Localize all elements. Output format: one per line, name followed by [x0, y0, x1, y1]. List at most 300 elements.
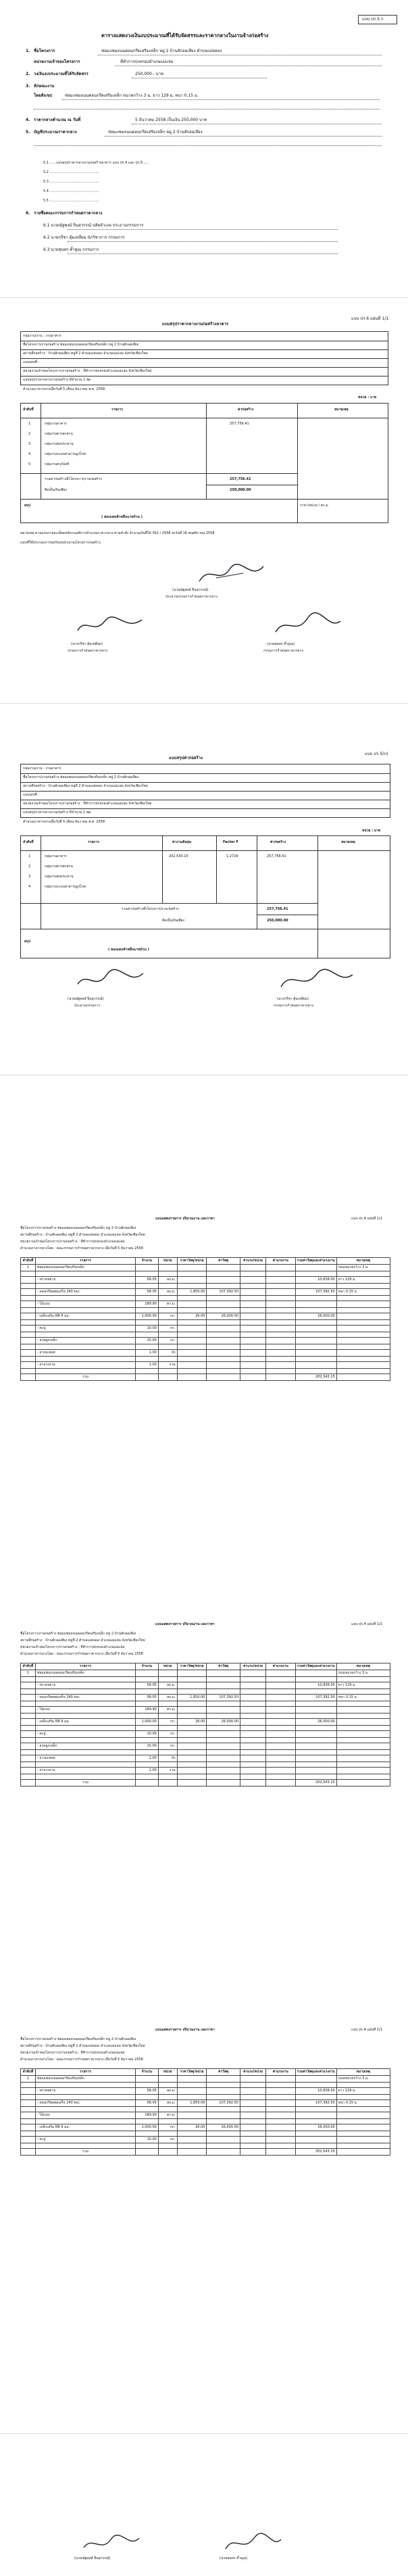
table-cell	[295, 1301, 336, 1308]
table-cell: หนา 0.15 ม.	[336, 1289, 390, 1296]
boq-table	[20, 1257, 390, 1381]
table-cell: - เหล็กเสริม RB 9 มม.	[35, 1313, 135, 1320]
table-cell: 58.05	[136, 1277, 159, 1284]
table-cell: 1,000.00	[136, 2124, 159, 2131]
column-header: ค่าแรง/หน่วย	[240, 1258, 266, 1265]
form-code: แบบ ปร.4 แผ่นที่ 1/1	[351, 2028, 382, 2032]
table-row	[21, 1731, 390, 1738]
table-row	[21, 1695, 390, 1701]
table-cell	[265, 2137, 295, 2143]
table-cell	[295, 2112, 336, 2119]
table-cell	[207, 1265, 240, 1271]
table-cell	[240, 1707, 266, 1714]
table-cell: - คอนกรีตผสมเสร็จ 240 ksc.	[35, 1289, 135, 1296]
table-row	[21, 1301, 390, 1308]
table-cell	[21, 1731, 36, 1738]
summary-table	[20, 403, 388, 523]
table-cell	[336, 1731, 390, 1738]
table-cell	[21, 1277, 36, 1284]
header-field: หน่วยงานเจ้าของโครงการ/งานก่อสร้าง : ที่ทำการปกครองอำเภอแม่แจ่ม	[20, 1645, 125, 1649]
table-cell: 10.00	[136, 2137, 159, 2143]
sub-line: 5.2 ..............................................	[43, 170, 99, 174]
page-title: แบบแสดงรายการ ปริมาณงาน และราคา	[155, 2028, 215, 2032]
table-cell: - ไม้แบบ	[35, 1301, 135, 1308]
table-cell: 26.00	[177, 1313, 207, 1320]
table-cell	[207, 2137, 240, 2143]
table-cell: ลบ.ม.	[158, 1682, 177, 1689]
table-cell: 189.90	[136, 1707, 159, 1714]
table-cell	[240, 2088, 266, 2095]
signature-right	[277, 967, 358, 994]
table-cell	[240, 1289, 266, 1296]
table-cell: ลบ.ม.	[158, 2100, 177, 2107]
table-cell: 1,850.00	[177, 2100, 207, 2107]
table-cell	[265, 2088, 295, 2095]
page-title: แบบแสดงรายการ ปริมาณงาน และราคา	[155, 1622, 215, 1626]
table-cell	[336, 1326, 390, 1332]
table-row	[21, 1707, 390, 1714]
header-field: คำนวณราคากลางโดย : คณะกรรมการกำหนดราคากลาง เมื่อวันที่ 5 ธันวาคม 2558	[20, 1652, 143, 1656]
total-value: 202,543.15	[295, 1780, 336, 1787]
table-cell	[177, 1265, 207, 1271]
table-cell	[265, 1265, 295, 1271]
table-cell	[177, 1768, 207, 1774]
table-cell	[265, 1362, 295, 1369]
table-row	[21, 1719, 390, 1726]
table-cell	[207, 1682, 240, 1689]
table-cell	[336, 1707, 390, 1714]
table-cell: - ทรายหยาบ	[35, 2088, 135, 2095]
table-cell: 58.05	[136, 1289, 159, 1296]
boq-table	[20, 2068, 390, 2156]
table-cell	[240, 1350, 266, 1357]
table-cell: 10,838.00	[295, 1277, 336, 1284]
table-cell: ถนนขนาดกว้าง 3 ม.	[336, 2076, 390, 2083]
table-cell: กก.	[158, 1326, 177, 1332]
table-cell	[265, 1707, 295, 1714]
table-cell	[21, 1719, 36, 1726]
table-cell	[21, 2112, 36, 2119]
table-cell: 1,850.00	[177, 1289, 207, 1296]
table-cell	[207, 1707, 240, 1714]
table-cell: 1	[21, 2076, 36, 2083]
table-cell	[265, 2112, 295, 2119]
table-cell: กก.	[158, 1731, 177, 1738]
table-cell	[265, 1326, 295, 1332]
table-cell: 1	[21, 1670, 36, 1677]
table-cell: - เหล็กเสริม RB 9 มม.	[35, 2124, 135, 2131]
column-header: หน่วย	[158, 1258, 177, 1265]
column-header: รายการ	[35, 1663, 135, 1670]
table-cell	[177, 1670, 207, 1677]
table-cell	[295, 1731, 336, 1738]
table-cell	[265, 1695, 295, 1701]
table-row	[21, 1362, 390, 1369]
table-cell	[265, 1768, 295, 1774]
table-cell	[240, 1362, 266, 1369]
table-row	[21, 1277, 390, 1284]
factor-table	[20, 835, 390, 958]
column-header: หมายเหตุ	[336, 1663, 390, 1670]
table-cell: 107,392.50	[207, 2100, 240, 2107]
table-cell: 58.05	[136, 2088, 159, 2095]
table-cell: 1	[21, 1265, 36, 1271]
form-code: แบบ ปร.5(ก)	[365, 752, 388, 756]
table-cell: 1.00	[136, 1362, 159, 1369]
table-cell	[240, 2112, 266, 2119]
table-cell	[21, 1313, 36, 1320]
page-title: แบบสรุปค่าก่อสร้าง	[169, 756, 203, 760]
table-cell	[240, 1326, 266, 1332]
column-header: รวมค่าวัสดุและค่าแรงงาน	[295, 1663, 336, 1670]
table-cell: - ตะปู	[35, 1731, 135, 1738]
table-cell	[21, 1768, 36, 1774]
table-cell	[207, 1670, 240, 1677]
table-cell	[21, 2088, 36, 2095]
table-cell: - ค่าแรงงาน	[35, 1768, 135, 1774]
table-cell	[240, 1719, 266, 1726]
page-title: แบบแสดงรายการ ปริมาณงาน และราคา	[155, 1217, 215, 1221]
table-cell	[295, 2076, 336, 2083]
table-cell: 58.05	[136, 1682, 159, 1689]
sub-line: 5.4 ..............................................	[43, 189, 99, 193]
form-code: แบบ ปร.4 แผ่นที่ 1/1	[351, 1217, 382, 1221]
table-cell: หนา 0.15 ม.	[336, 1695, 390, 1701]
column-header: จำนวน	[136, 1663, 159, 1670]
table-cell	[240, 1755, 266, 1762]
header-field: สถานที่ก่อสร้าง : บ้านสักลอเสียง หมู่ที่ 2 ตำบลแม่หลอง อำเภอแม่แจ่ม จังหวัดเชียงใหม่	[20, 1638, 145, 1643]
table-cell	[177, 1350, 207, 1357]
table-cell: 26,000.00	[207, 1719, 240, 1726]
table-cell: 189.90	[136, 2112, 159, 2119]
table-cell	[136, 1265, 159, 1271]
table-cell	[336, 1755, 390, 1762]
table-cell: 10,838.00	[295, 1682, 336, 1689]
table-cell: - ไม้แบบ	[35, 1707, 135, 1714]
table-cell: ถัง	[158, 1755, 177, 1762]
table-cell	[177, 1326, 207, 1332]
table-row	[21, 1755, 390, 1762]
table-cell	[265, 1338, 295, 1344]
table-cell: 1,850.00	[177, 1695, 207, 1701]
table-cell: - เหล็กเสริม RB 9 มม.	[35, 1719, 135, 1726]
signature-main	[196, 561, 270, 588]
table-cell: 58.05	[136, 1695, 159, 1701]
boq-table	[20, 1663, 390, 1787]
table-cell	[177, 2076, 207, 2083]
table-cell	[240, 1277, 266, 1284]
form-code: แบบ ปร.5 ก	[362, 17, 384, 22]
table-cell	[177, 1338, 207, 1344]
table-cell	[207, 1743, 240, 1750]
column-header: ค่าแรง/หน่วย	[240, 1663, 266, 1670]
table-cell	[295, 1743, 336, 1750]
table-cell	[177, 2137, 207, 2143]
table-cell	[177, 2088, 207, 2095]
table-cell	[265, 1313, 295, 1320]
column-header: ราคาวัสดุ/หน่วย	[177, 1258, 207, 1265]
column-header: รายการ	[35, 1258, 135, 1265]
table-cell	[21, 1289, 36, 1296]
table-cell	[336, 1350, 390, 1357]
table-cell: งาน	[158, 1768, 177, 1774]
table-cell: ยาว 129 ม.	[336, 1277, 390, 1284]
table-row	[21, 1265, 390, 1271]
table-cell: - ไม้แบบ	[35, 2112, 135, 2119]
table-cell	[21, 1682, 36, 1689]
table-cell	[336, 1719, 390, 1726]
table-cell	[21, 2100, 36, 2107]
table-cell: 26,000.00	[295, 1313, 336, 1320]
table-cell: กก.	[158, 1338, 177, 1344]
table-cell	[136, 1670, 159, 1677]
signature-left	[81, 2531, 142, 2554]
table-cell	[295, 2137, 336, 2143]
table-cell: กก.	[158, 1719, 177, 1726]
table-cell	[207, 1755, 240, 1762]
table-row	[21, 1682, 390, 1689]
table-cell	[158, 1670, 177, 1677]
header-field: หน่วยงานเจ้าของโครงการ/งานก่อสร้าง : ที่ทำการปกครองอำเภอแม่แจ่ม	[20, 1240, 125, 1244]
committee-member: 6.1 นายณัฐพงษ์ ปิ่นสุวรรณ์ ปลัดอำเภอ ประธานกรรมการ	[43, 223, 144, 228]
table-cell	[240, 1743, 266, 1750]
column-header: จำนวน	[136, 2069, 159, 2076]
table-cell: 1.00	[136, 1350, 159, 1357]
table-cell	[21, 1301, 36, 1308]
column-header: หน่วย	[158, 2069, 177, 2076]
table-cell	[336, 1338, 390, 1344]
table-cell	[295, 1265, 336, 1271]
table-cell	[240, 1731, 266, 1738]
table-cell: 1,000.00	[136, 1719, 159, 1726]
table-cell	[240, 1265, 266, 1271]
table-cell: - ทรายหยาบ	[35, 1682, 135, 1689]
committee-member: 6.3 นายสุนทร ค้ำคูณ กรรมการ	[43, 247, 99, 252]
signature-right	[270, 612, 345, 639]
column-header: ค่าวัสดุ	[207, 1663, 240, 1670]
column-header: ค่าแรง/หน่วย	[240, 2069, 266, 2076]
column-header: ค่าแรงงาน	[265, 1258, 295, 1265]
table-cell	[240, 2076, 266, 2083]
table-cell	[158, 1265, 177, 1271]
table-row	[21, 2100, 390, 2107]
table-cell	[207, 1731, 240, 1738]
table-cell	[295, 1768, 336, 1774]
header-field: หน่วยงานเจ้าของโครงการ/งานก่อสร้าง : ที่ทำการปกครองอำเภอแม่แจ่ม	[20, 2051, 125, 2055]
page-title: ตารางแสดงวงเงินงบประมาณที่ได้รับจัดสรรและราคากลางในงานจ้างก่อสร้าง	[101, 32, 269, 39]
table-row	[21, 1350, 390, 1357]
table-cell: หนา 0.15 ม.	[336, 2100, 390, 2107]
table-cell	[177, 1707, 207, 1714]
total-value: 202,543.15	[295, 1374, 336, 1381]
table-cell: 26.00	[177, 2124, 207, 2131]
table-cell: ลบ.ม.	[158, 1289, 177, 1296]
header-field: สถานที่ก่อสร้าง : บ้านสักลอเสียง หมู่ที่ 2 ตำบลแม่หลอง อำเภอแม่แจ่ม จังหวัดเชียงใหม่	[20, 1233, 145, 1237]
table-cell: - ค่าแรงงาน	[35, 1362, 135, 1369]
table-cell	[207, 1301, 240, 1308]
table-cell	[177, 1362, 207, 1369]
table-cell	[177, 2112, 207, 2119]
table-cell: 107,392.50	[295, 2100, 336, 2107]
table-cell	[336, 2124, 390, 2131]
table-cell: 1.00	[136, 1768, 159, 1774]
table-cell	[158, 2076, 177, 2083]
table-cell	[207, 1362, 240, 1369]
total-row	[21, 1780, 390, 1787]
table-cell	[207, 2088, 240, 2095]
column-header: รวมค่าวัสดุและค่าแรงงาน	[295, 2069, 336, 2076]
table-row	[21, 1670, 390, 1677]
table-cell: 1.00	[136, 1755, 159, 1762]
table-cell	[265, 1719, 295, 1726]
table-cell	[207, 1768, 240, 1774]
signature-left	[74, 967, 149, 994]
table-cell	[207, 1350, 240, 1357]
table-cell	[336, 1362, 390, 1369]
sub-line: 5.1 ......แบบสรุปราคากลางงานก่อสร้างอาคาร แบบ ปร.4 และ ปร.5......	[43, 161, 149, 165]
column-header: ค่าแรงงาน	[265, 1663, 295, 1670]
table-cell: - ตะปู	[35, 2137, 135, 2143]
table-row	[21, 2112, 390, 2119]
table-cell: ซ่อมแซมถนนคอนกรีตเสริมเหล็ก	[35, 1265, 135, 1271]
table-cell: กก.	[158, 1743, 177, 1750]
table-cell: กก.	[158, 2124, 177, 2131]
table-row	[21, 2088, 390, 2095]
table-cell	[21, 1695, 36, 1701]
table-cell	[177, 1731, 207, 1738]
header-field: ชื่อโครงการ/งานก่อสร้าง ซ่อมแซมถนนคอนกรีตเสริมเหล็ก หมู่ 2 บ้านสักลอเสียง	[20, 1632, 136, 1636]
table-cell	[240, 2100, 266, 2107]
column-header: ค่าวัสดุ	[207, 1258, 240, 1265]
table-cell	[240, 1695, 266, 1701]
table-cell: ลบ.ม.	[158, 1277, 177, 1284]
table-cell: - ยางมะตอย	[35, 1350, 135, 1357]
table-cell	[207, 2112, 240, 2119]
table-cell: ยาว 129 ม.	[336, 2088, 390, 2095]
table-cell	[295, 1350, 336, 1357]
table-cell	[21, 1338, 36, 1344]
signature-left	[74, 612, 149, 639]
table-cell	[240, 2124, 266, 2131]
table-cell	[265, 1731, 295, 1738]
table-cell: 26.00	[177, 1719, 207, 1726]
table-cell	[295, 1707, 336, 1714]
table-cell: 1,000.00	[136, 1313, 159, 1320]
column-header: ลำดับที่	[21, 1663, 36, 1670]
table-cell	[21, 1755, 36, 1762]
column-header: ลำดับที่	[21, 1258, 36, 1265]
table-cell	[207, 1326, 240, 1332]
table-cell	[21, 1743, 36, 1750]
table-row	[21, 1313, 390, 1320]
form-code: แบบ ปร.4 แผ่นที่ 1/1	[351, 1622, 382, 1626]
column-header: รายการ	[35, 2069, 135, 2076]
committee-member: 6.2 นายกรีชา ตุ้มเหลี่ยม นักวิชาการ กรรมการ	[43, 235, 125, 240]
total-label: รวม	[35, 1780, 135, 1787]
table-cell	[240, 2137, 266, 2143]
table-cell	[336, 2137, 390, 2143]
header-field: ชื่อโครงการ/งานก่อสร้าง ซ่อมแซมถนนคอนกรีตเสริมเหล็ก หมู่ 2 บ้านสักลอเสียง	[20, 2037, 136, 2041]
table-cell	[240, 1682, 266, 1689]
column-header: ราคาวัสดุ/หน่วย	[177, 1663, 207, 1670]
table-row	[21, 1743, 390, 1750]
table-cell	[177, 1755, 207, 1762]
sub-line: 5.5 ..............................................	[43, 199, 99, 203]
table-cell	[21, 1350, 36, 1357]
table-row	[21, 2124, 390, 2131]
table-cell	[240, 1338, 266, 1344]
column-header: ราคาวัสดุ/หน่วย	[177, 2069, 207, 2076]
column-header: รวมค่าวัสดุและค่าแรงงาน	[295, 1258, 336, 1265]
header-field: คำนวณราคากลางโดย : คณะกรรมการกำหนดราคากลาง เมื่อวันที่ 5 ธันวาคม 2558	[20, 2058, 143, 2062]
table-cell	[265, 1755, 295, 1762]
table-cell: - ตะปู	[35, 1326, 135, 1332]
table-cell	[207, 1338, 240, 1344]
table-cell: 26,000.00	[207, 1313, 240, 1320]
table-cell: - ลวดผูกเหล็ก	[35, 1743, 135, 1750]
table-cell: งาน	[158, 1362, 177, 1369]
table-cell	[177, 1682, 207, 1689]
column-header: ค่าวัสดุ	[207, 2069, 240, 2076]
table-cell: ยาว 129 ม.	[336, 1682, 390, 1689]
table-cell: - ทรายหยาบ	[35, 1277, 135, 1284]
table-cell: - ยางมะตอย	[35, 1755, 135, 1762]
table-cell: ตร.ม.	[158, 1301, 177, 1308]
table-cell	[240, 1670, 266, 1677]
table-cell: 107,392.50	[207, 1695, 240, 1701]
table-cell	[136, 2076, 159, 2083]
header-field: สถานที่ก่อสร้าง : บ้านสักลอเสียง หมู่ที่ 2 ตำบลแม่หลอง อำเภอแม่แจ่ม จังหวัดเชียงใหม่	[20, 2044, 145, 2048]
table-cell	[265, 1301, 295, 1308]
table-cell	[21, 2124, 36, 2131]
table-cell	[336, 1313, 390, 1320]
table-cell: 10.00	[136, 1326, 159, 1332]
table-cell	[265, 1277, 295, 1284]
table-cell	[295, 1670, 336, 1677]
table-cell: ถัง	[158, 1350, 177, 1357]
form-code: แบบ ปร.6 แผ่นที่ 1/1	[351, 316, 389, 321]
table-cell	[265, 2076, 295, 2083]
table-cell: 26,000.00	[207, 2124, 240, 2131]
page-title: แบบสรุปราคากลางงานก่อสร้างอาคาร	[162, 322, 229, 326]
table-cell: 15.00	[136, 1338, 159, 1344]
table-cell	[265, 1682, 295, 1689]
column-header: ค่าแรงงาน	[265, 2069, 295, 2076]
table-cell: ถนนขนาดกว้าง 3 ม.	[336, 1670, 390, 1677]
table-cell	[265, 1670, 295, 1677]
table-cell: ลบ.ม.	[158, 2088, 177, 2095]
table-cell	[21, 1707, 36, 1714]
table-cell: กก.	[158, 2137, 177, 2143]
table-row	[21, 1326, 390, 1332]
table-cell	[336, 1768, 390, 1774]
table-cell: ถนนขนาดกว้าง 3 ม.	[336, 1265, 390, 1271]
table-cell	[336, 2112, 390, 2119]
table-cell	[295, 1338, 336, 1344]
table-cell: 189.90	[136, 1301, 159, 1308]
table-cell	[177, 1743, 207, 1750]
table-cell	[240, 1313, 266, 1320]
table-cell: - คอนกรีตผสมเสร็จ 240 ksc.	[35, 2100, 135, 2107]
table-cell	[177, 1301, 207, 1308]
table-cell: 107,392.50	[295, 1289, 336, 1296]
table-row	[21, 1768, 390, 1774]
table-cell: 58.05	[136, 2100, 159, 2107]
total-label: รวม	[35, 1374, 135, 1381]
table-cell: - คอนกรีตผสมเสร็จ 240 ksc.	[35, 1695, 135, 1701]
table-row	[21, 2137, 390, 2143]
column-header: หมายเหตุ	[336, 1258, 390, 1265]
